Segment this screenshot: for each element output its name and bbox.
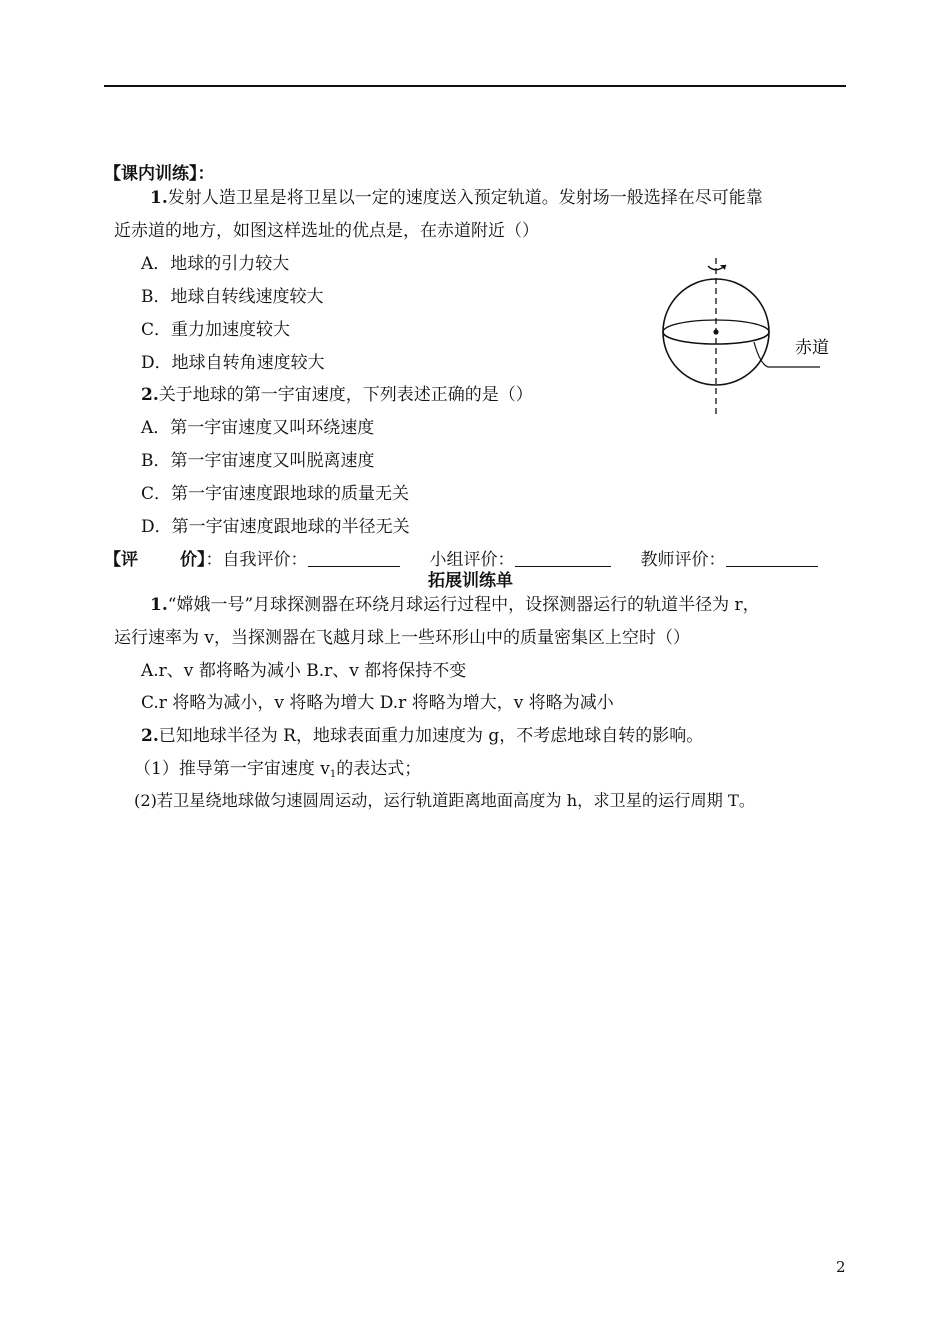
page-number: 2 <box>836 1258 846 1276</box>
q1-stem-line1: 1.发射人造卫星是将卫星以一定的速度送入预定轨道。发射场一般选择在尽可能靠 <box>150 188 763 208</box>
teacher-evaluation-blank[interactable] <box>726 550 818 567</box>
ext-q1-options-cd: C.r 将略为减小，v 将略为增大 D.r 将略为增大，v 将略为减小 <box>141 693 614 713</box>
ext-q1-stem-line1: 1.“嫦娥一号”月球探测器在环绕月球运行过程中，设探测器运行的轨道半径为 r， <box>150 595 760 615</box>
q1-option-a: A．地球的引力较大 <box>141 254 290 274</box>
q2-option-d: D．第一宇宙速度跟地球的半径无关 <box>141 517 410 537</box>
q1-option-b: B．地球自转线速度较大 <box>141 287 324 307</box>
q2-option-b: B．第一宇宙速度又叫脱离速度 <box>141 451 375 471</box>
earth-equator-figure <box>650 252 840 420</box>
q2-option-a: A．第一宇宙速度又叫环绕速度 <box>141 418 375 438</box>
q1-option-c: C．重力加速度较大 <box>141 320 291 340</box>
teacher-evaluation-label: 教师评价： <box>640 550 726 570</box>
section-title-extension: 拓展训练单 <box>428 571 513 591</box>
q2-option-c: C．第一宇宙速度跟地球的质量无关 <box>141 484 410 504</box>
q1-stem-line2: 近赤道的地方，如图这样选址的优点是，在赤道附近（） <box>114 221 539 241</box>
ext-q2-stem: 2.已知地球半径为 R，地球表面重力加速度为 g，不考虑地球自转的影响。 <box>141 726 704 746</box>
equator-label: 赤道 <box>795 338 829 358</box>
group-evaluation-blank[interactable] <box>515 550 611 567</box>
ext-q2-part2: (2)若卫星绕地球做匀速圆周运动，运行轨道距离地面高度为 h，求卫星的运行周期 T。 <box>134 791 756 810</box>
center-point <box>713 329 718 334</box>
group-evaluation-label: 小组评价： <box>429 550 515 570</box>
q1-option-d: D．地球自转角速度较大 <box>141 353 325 373</box>
ext-q1-options-ab: A.r、v 都将略为减小 B.r、v 都将保持不变 <box>141 661 467 681</box>
ext-q1-stem-line2: 运行速率为 v，当探测器在飞越月球上一些环形山中的质量密集区上空时（） <box>114 628 691 648</box>
evaluation-label-right: 价】 <box>180 550 206 570</box>
ext-q2-part1: （1）推导第一宇宙速度 $v_1$的表达式； <box>134 759 422 780</box>
evaluation-label-left: 【评 <box>104 550 138 570</box>
self-evaluation-blank[interactable] <box>308 550 400 567</box>
self-evaluation-label: ：自我评价： <box>205 550 308 570</box>
header-rule <box>104 85 846 87</box>
q2-stem: 2.关于地球的第一宇宙速度，下列表述正确的是（） <box>141 385 533 405</box>
section-heading-in-class: 【课内训练】： <box>104 164 215 184</box>
